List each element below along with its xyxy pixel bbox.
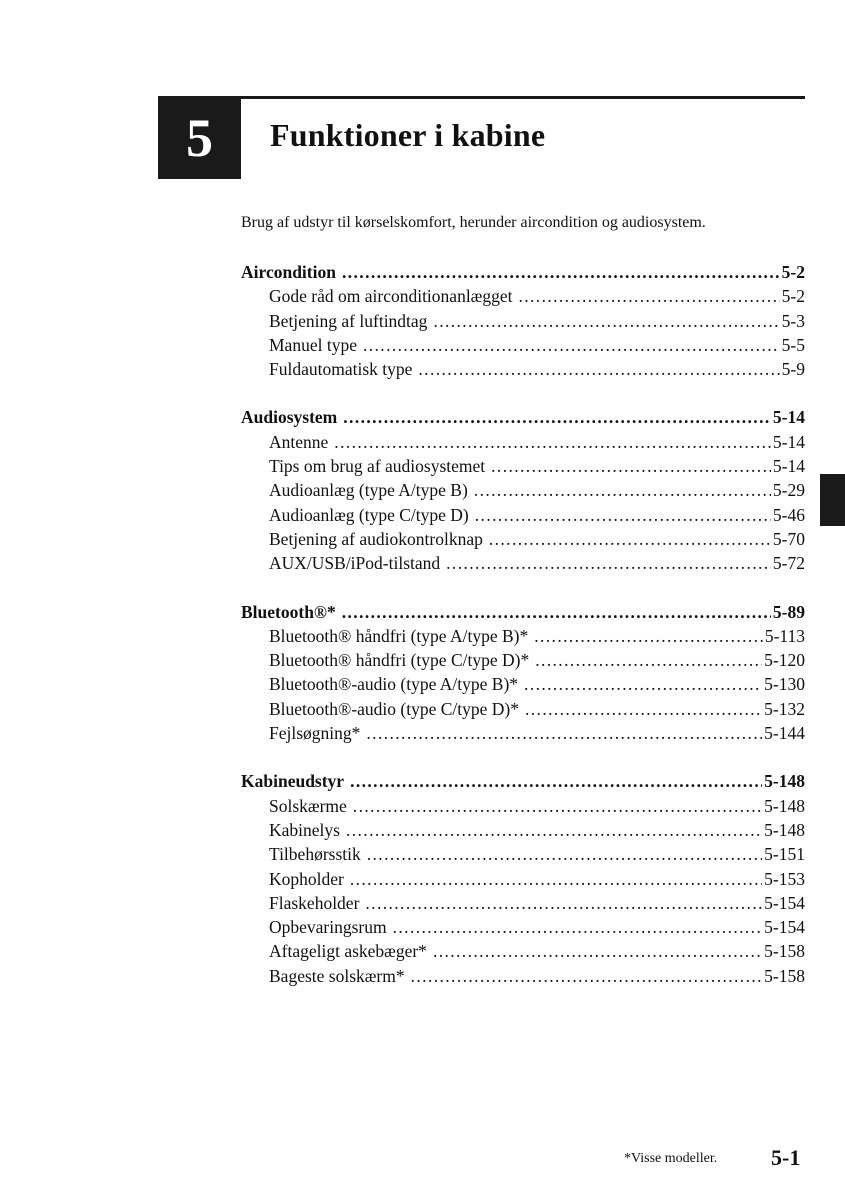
toc-item-label: Manuel type (269, 334, 357, 355)
dot-leader (367, 844, 762, 865)
dot-leader (366, 723, 762, 744)
toc-item-label: Opbevaringsrum (269, 917, 387, 938)
toc-item[interactable] (241, 505, 805, 529)
toc-heading-label: Kabineudstyr (241, 771, 345, 792)
toc-item-page: 5-70 (772, 528, 805, 549)
dot-leader (418, 359, 779, 380)
toc-item-page: 5-144 (764, 723, 805, 744)
toc-item-label: Bluetooth®-audio (type A/type B)* (269, 674, 519, 695)
dot-leader (475, 505, 771, 526)
toc-item-page: 5-120 (764, 650, 805, 671)
toc-item-page: 5-46 (772, 504, 805, 525)
footnote: *Visse modeller. (624, 1151, 718, 1166)
toc-heading[interactable] (241, 602, 805, 626)
chapter-side-tab (820, 474, 845, 526)
toc-item-label: Solskærme (269, 795, 347, 816)
toc-item[interactable] (241, 650, 805, 674)
toc-item-page: 5-151 (764, 844, 805, 865)
toc-item[interactable] (241, 844, 805, 868)
toc-item-page: 5-132 (764, 698, 805, 719)
toc-item[interactable] (241, 359, 805, 383)
toc-item[interactable] (241, 699, 805, 723)
toc-item-label: Bluetooth® håndfri (type A/type B)* (269, 625, 529, 646)
dot-leader (489, 529, 771, 550)
dot-leader (343, 407, 771, 428)
dot-leader (350, 771, 762, 792)
toc-item-label: Gode råd om airconditionanlægget (269, 286, 513, 307)
toc-item[interactable] (241, 286, 805, 310)
toc-section (241, 602, 805, 748)
dot-leader (363, 335, 780, 356)
toc-item-page: 5-29 (772, 480, 805, 501)
toc-heading[interactable] (241, 262, 805, 286)
dot-leader (535, 650, 762, 671)
dot-leader (346, 820, 762, 841)
toc-item-page: 5-148 (764, 819, 805, 840)
dot-leader (342, 262, 780, 283)
dot-leader (433, 311, 779, 332)
dot-leader (446, 553, 771, 574)
dot-leader (350, 869, 762, 890)
chapter-intro: Brug af udstyr til kørselskomfort, herunder aircondition og audiosystem. (241, 214, 706, 231)
toc-heading-page: 5-2 (781, 262, 805, 282)
toc-item[interactable] (241, 917, 805, 941)
chapter-title: Funktioner i kabine (270, 117, 546, 153)
toc-item-label: Audioanlæg (type A/type B) (269, 480, 468, 501)
toc-section (241, 771, 805, 990)
toc-item-label: Bageste solskærm* (269, 965, 405, 986)
table-of-contents (241, 262, 805, 1014)
dot-leader (411, 966, 763, 987)
toc-item[interactable] (241, 674, 805, 698)
toc-item-label: Antenne (269, 431, 329, 452)
dot-leader (524, 674, 762, 695)
toc-item[interactable] (241, 723, 805, 747)
toc-item-label: Flaskeholder (269, 892, 360, 913)
toc-item[interactable] (241, 869, 805, 893)
chapter-number: 5 (186, 107, 213, 168)
toc-item-label: Fuldautomatisk type (269, 359, 413, 380)
dot-leader (393, 917, 763, 938)
chapter-header-rule (241, 96, 805, 99)
dot-leader (433, 941, 762, 962)
toc-item[interactable] (241, 529, 805, 553)
dot-leader (342, 602, 771, 623)
toc-item-page: 5-113 (764, 625, 805, 646)
toc-item-page: 5-148 (764, 795, 805, 816)
toc-item-label: AUX/USB/iPod-tilstand (269, 553, 441, 574)
toc-item[interactable] (241, 432, 805, 456)
toc-item[interactable] (241, 966, 805, 990)
toc-item-label: Tips om brug af audiosystemet (269, 456, 486, 477)
dot-leader (491, 456, 771, 477)
toc-section (241, 262, 805, 383)
toc-item-page: 5-5 (781, 334, 805, 355)
toc-item-label: Bluetooth®-audio (type C/type D)* (269, 698, 519, 719)
toc-item[interactable] (241, 626, 805, 650)
toc-item-page: 5-153 (764, 868, 805, 889)
toc-item[interactable] (241, 335, 805, 359)
toc-item-label: Fejlsøgning* (269, 723, 361, 744)
dot-leader (353, 796, 762, 817)
toc-item-label: Aftageligt askebæger* (269, 941, 427, 962)
toc-item[interactable] (241, 553, 805, 577)
dot-leader (334, 432, 771, 453)
toc-item-page: 5-158 (764, 965, 805, 986)
toc-item-label: Tilbehørsstik (269, 844, 361, 865)
toc-item[interactable] (241, 941, 805, 965)
toc-item-page: 5-154 (764, 892, 805, 913)
toc-heading-label: Audiosystem (241, 407, 338, 428)
toc-item[interactable] (241, 456, 805, 480)
toc-section (241, 407, 805, 577)
toc-heading-label: Aircondition (241, 262, 336, 282)
toc-item-page: 5-130 (764, 674, 805, 695)
toc-heading-label: Bluetooth®* (241, 601, 336, 622)
toc-item-page: 5-9 (781, 359, 805, 380)
dot-leader (365, 893, 762, 914)
page-number: 5-1 (771, 1145, 801, 1170)
dot-leader (518, 286, 779, 307)
toc-item-page: 5-72 (772, 553, 805, 574)
dot-leader (474, 480, 771, 501)
toc-item[interactable] (241, 796, 805, 820)
toc-heading-page: 5-148 (764, 771, 805, 792)
toc-item-page: 5-154 (764, 917, 805, 938)
chapter-number-box (158, 96, 241, 179)
dot-leader (534, 626, 763, 647)
toc-item-label: Bluetooth® håndfri (type C/type D)* (269, 650, 530, 671)
toc-item-page: 5-2 (781, 286, 805, 307)
toc-item-page: 5-158 (764, 941, 805, 962)
toc-item[interactable] (241, 480, 805, 504)
toc-heading[interactable] (241, 407, 805, 431)
toc-item-page: 5-14 (772, 431, 805, 452)
toc-heading[interactable] (241, 771, 805, 795)
toc-item[interactable] (241, 820, 805, 844)
toc-heading-page: 5-14 (772, 407, 805, 428)
toc-item-page: 5-14 (772, 456, 805, 477)
toc-item-label: Betjening af luftindtag (269, 310, 428, 331)
toc-item-label: Kopholder (269, 868, 344, 889)
toc-item[interactable] (241, 893, 805, 917)
toc-item-label: Audioanlæg (type C/type D) (269, 504, 469, 525)
toc-item-label: Betjening af audiokontrolknap (269, 528, 483, 549)
toc-item-label: Kabinelys (269, 819, 340, 840)
toc-item[interactable] (241, 311, 805, 335)
toc-item-page: 5-3 (781, 310, 805, 331)
dot-leader (525, 699, 762, 720)
toc-heading-page: 5-89 (772, 601, 805, 622)
